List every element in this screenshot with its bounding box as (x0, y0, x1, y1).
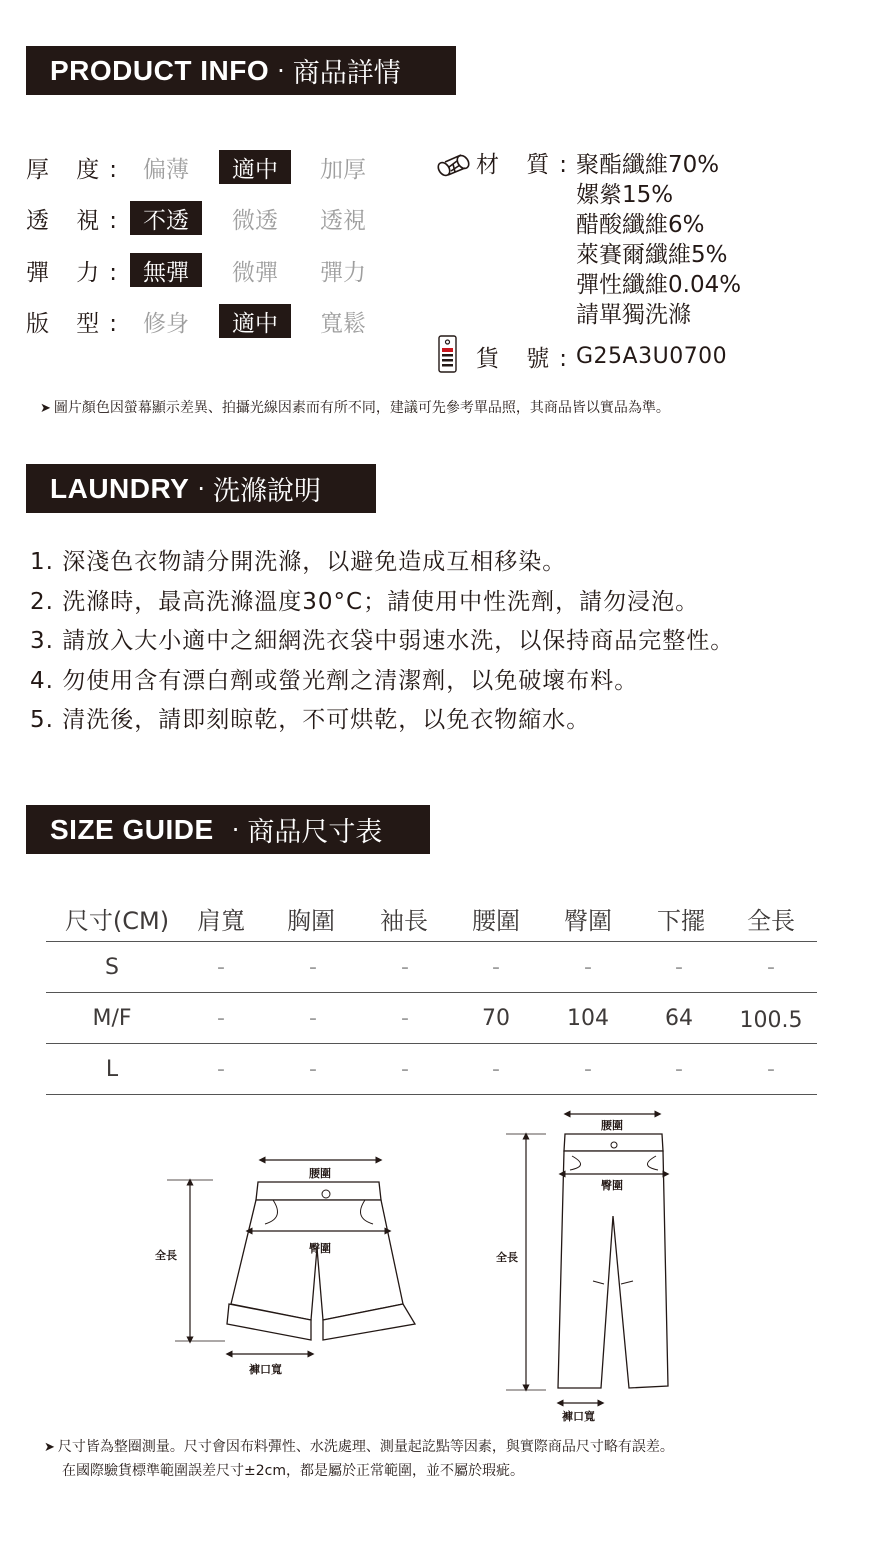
material-line: 萊賽爾纖維5% (576, 242, 728, 268)
size-table-header (46, 896, 817, 942)
attribute-option: 偏薄 (143, 156, 189, 183)
column-header: 肩寬 (197, 907, 245, 935)
sku-row (436, 338, 836, 374)
attribute-row-fit (26, 304, 426, 338)
table-cell: - (217, 1005, 225, 1031)
shorts-outline (227, 1182, 415, 1340)
table-cell: - (675, 954, 683, 980)
attribute-label: 彈 力: (26, 259, 128, 286)
table-cell: - (675, 1056, 683, 1082)
laundry-instructions (30, 543, 734, 741)
size-label: S (105, 954, 119, 980)
table-cell: - (767, 954, 775, 980)
column-header: 全長 (747, 907, 795, 935)
product-info-header-en: PRODUCT INFO (50, 54, 270, 86)
table-cell: - (217, 954, 225, 980)
size-disclaimer-line1: 尺寸皆為整圈測量。尺寸會因布料彈性、水洗處理、測量起訖點等因素，與實際商品尺寸略有誤差。 (57, 1439, 674, 1455)
table-cell: - (217, 1056, 225, 1082)
waist-label: 腰圍 (309, 1167, 331, 1180)
table-cell: - (309, 954, 317, 980)
size-guide-header-en: SIZE GUIDE (50, 813, 214, 845)
attribute-option-selected: 無彈 (130, 253, 202, 287)
column-header: 腰圍 (472, 907, 520, 935)
column-header: 臀圍 (564, 907, 612, 935)
arrow-right-icon: ➤ (40, 401, 51, 416)
attribute-option-selected: 不透 (130, 201, 202, 235)
sku-label: 貨 號: (476, 345, 578, 372)
attribute-option: 修身 (143, 310, 189, 337)
table-cell: - (584, 954, 592, 980)
attribute-option-selected: 適中 (219, 150, 291, 184)
table-cell: - (309, 1005, 317, 1031)
size-tolerance-note (62, 1460, 524, 1480)
laundry-item: 5. 清洗後，請即刻晾乾，不可烘乾，以免衣物縮水。 (30, 707, 591, 733)
attribute-label: 透 視: (26, 207, 128, 234)
column-header: 下擺 (657, 907, 705, 935)
hang-tag-icon (436, 334, 460, 374)
leg-opening-label: 褲口寬 (562, 1410, 595, 1423)
size-disclaimer-line2: 在國際驗貨標準範圍誤差尺寸±2cm，都是屬於正常範圍，並不屬於瑕疵。 (62, 1463, 524, 1479)
column-header: 袖長 (380, 907, 428, 935)
size-label: L (105, 1056, 119, 1082)
attribute-label: 版 型: (26, 310, 128, 337)
leg-opening-label: 褲口寬 (249, 1363, 282, 1376)
waist-label: 腰圍 (601, 1119, 623, 1132)
material-line: 請單獨洗滌 (576, 302, 691, 328)
table-cell: 64 (665, 1005, 693, 1031)
attribute-label: 厚 度: (26, 156, 128, 183)
material-block (436, 150, 836, 335)
pants-measurement-diagram (490, 1106, 690, 1426)
table-row (46, 993, 817, 1044)
laundry-item: 2. 洗滌時，最高洗滌溫度30°C；請使用中性洗劑，請勿浸泡。 (30, 588, 700, 615)
header-separator: · (197, 474, 205, 503)
size-label: M/F (92, 1005, 132, 1031)
laundry-header-en: LAUNDRY (50, 472, 190, 504)
attribute-option: 微透 (232, 207, 278, 234)
table-cell: - (492, 1056, 500, 1082)
thread-spool-icon (436, 152, 474, 180)
table-cell: - (401, 954, 409, 980)
table-row (46, 1044, 817, 1095)
table-cell: 70 (482, 1005, 510, 1031)
material-line: 聚酯纖維70% (576, 152, 720, 178)
laundry-item: 3. 請放入大小適中之細網洗衣袋中弱速水洗，以保持商品完整性。 (30, 628, 735, 654)
attribute-option: 微彈 (232, 259, 278, 286)
header-separator: · (231, 815, 240, 844)
laundry-item: 4. 勿使用含有漂白劑或螢光劑之清潔劑，以免破壞布料。 (30, 667, 639, 694)
hip-label: 臀圍 (309, 1242, 331, 1255)
attribute-option: 加厚 (320, 156, 366, 183)
table-cell: - (767, 1056, 775, 1082)
sku-value: G25A3U0700 (576, 343, 728, 369)
table-cell: - (309, 1056, 317, 1082)
attribute-row-thickness (26, 150, 426, 184)
size-disclaimer (44, 1436, 674, 1456)
product-info-header-zh: 商品詳情 (292, 58, 401, 89)
arrow-right-icon: ➤ (44, 1440, 55, 1455)
size-guide-header-zh: 商品尺寸表 (247, 817, 383, 848)
table-cell: - (584, 1056, 592, 1082)
attribute-option-selected: 適中 (219, 304, 291, 338)
material-line: 彈性纖維0.04% (576, 272, 742, 298)
header-separator: · (277, 56, 285, 85)
size-guide-header (26, 805, 430, 854)
material-line: 嫘縈15% (576, 182, 674, 208)
attribute-option: 透視 (320, 207, 366, 234)
laundry-header-zh: 洗滌說明 (212, 476, 321, 507)
shorts-measurement-diagram (145, 1148, 435, 1378)
attribute-row-transparency (26, 201, 426, 235)
material-composition (576, 150, 741, 330)
table-cell: - (492, 954, 500, 980)
table-cell: 100.5 (739, 1007, 803, 1033)
material-line: 醋酸纖維6% (576, 212, 705, 238)
attribute-option: 寬鬆 (320, 310, 366, 337)
color-disclaimer (40, 397, 670, 417)
laundry-header (26, 464, 376, 513)
attribute-option: 彈力 (320, 259, 366, 286)
material-label: 材 質: (476, 152, 578, 178)
color-disclaimer-text: 圖片顏色因螢幕顯示差異、拍攝光線因素而有所不同，建議可先參考單品照，其商品皆以實品為準。 (53, 400, 670, 416)
column-header: 胸圍 (287, 907, 335, 935)
table-cell: - (401, 1005, 409, 1031)
size-table (46, 896, 817, 1095)
hip-label: 臀圍 (601, 1179, 623, 1192)
table-cell: - (401, 1056, 409, 1082)
length-label: 全長 (496, 1251, 518, 1264)
table-row (46, 942, 817, 993)
length-label: 全長 (155, 1249, 177, 1262)
product-info-header (26, 46, 456, 95)
column-header: 尺寸(CM) (64, 907, 170, 935)
pants-outline (558, 1134, 668, 1388)
laundry-item: 1. 深淺色衣物請分開洗滌，以避免造成互相移染。 (30, 549, 567, 575)
attribute-row-elasticity (26, 253, 426, 287)
table-cell: 104 (567, 1005, 609, 1031)
